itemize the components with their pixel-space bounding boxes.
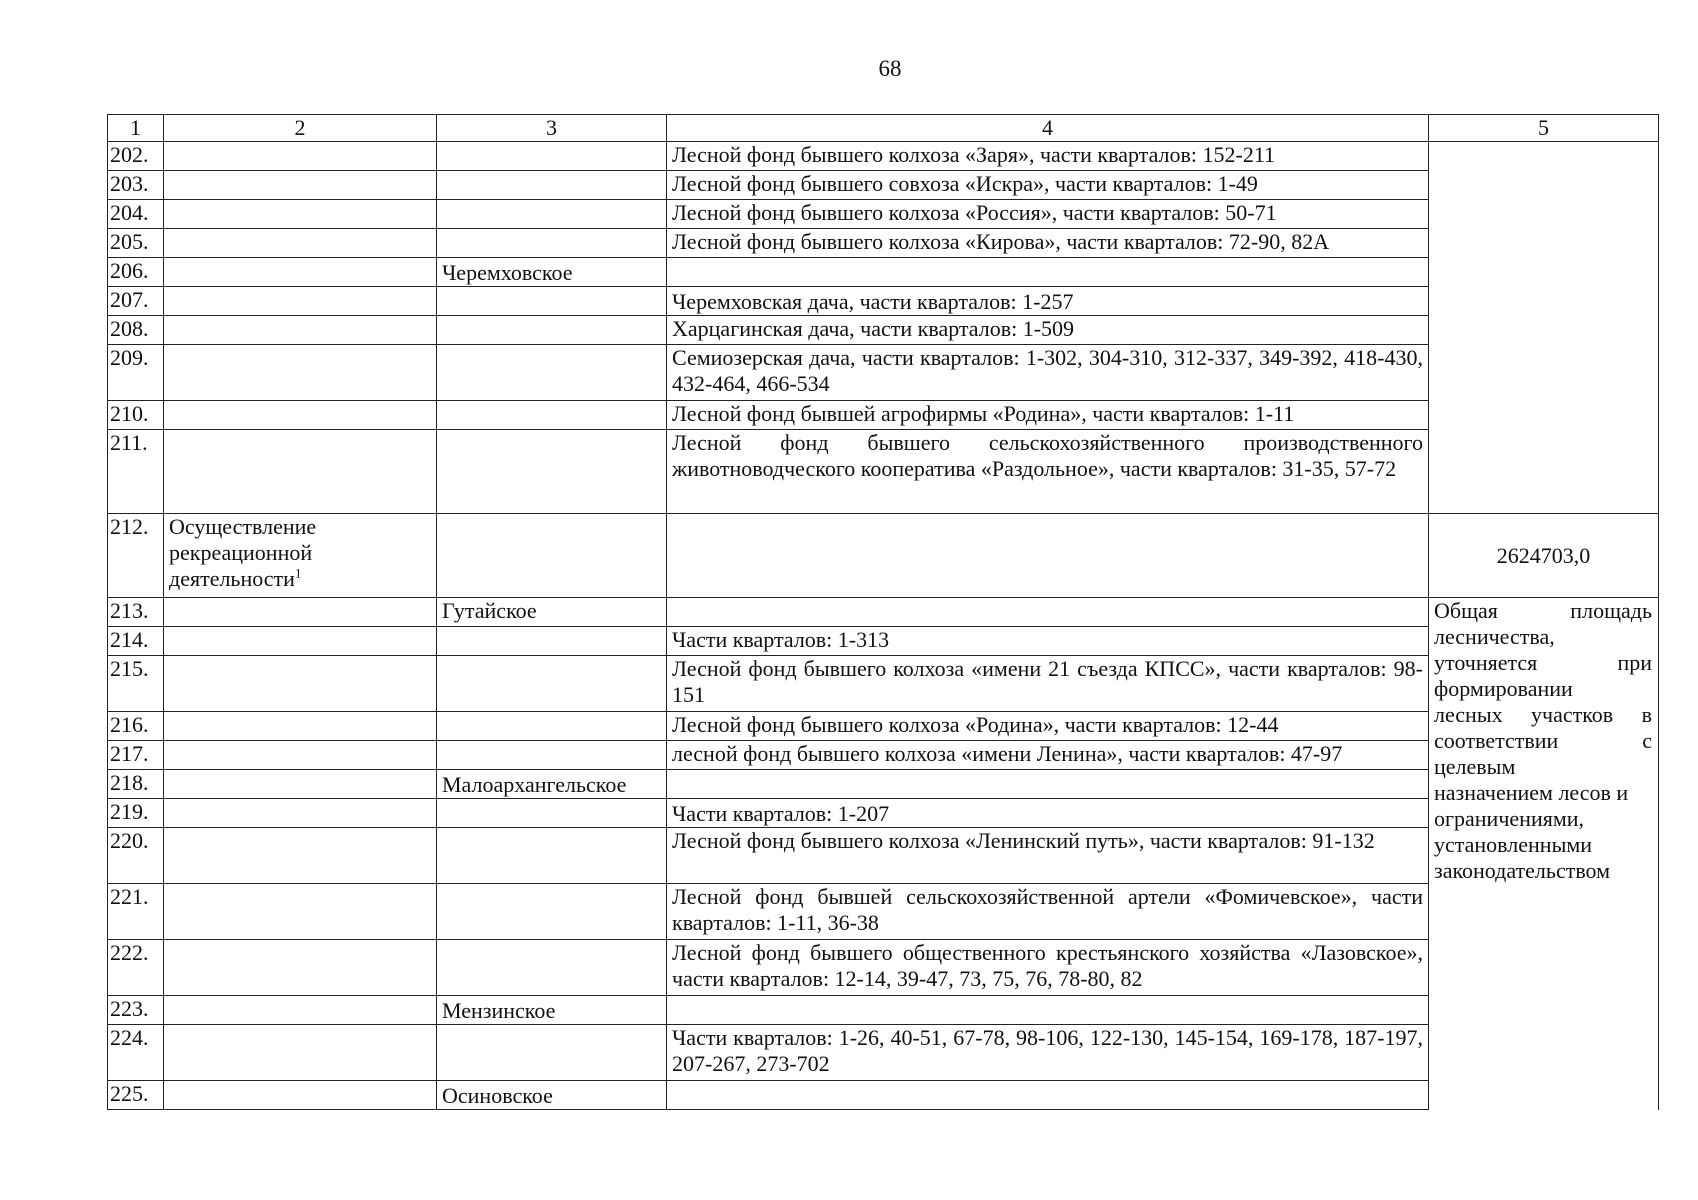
forestry-cell [437, 287, 667, 316]
row-number: 208. [108, 316, 164, 345]
forestry-cell: Осиновское [437, 1081, 667, 1110]
row-number: 215. [108, 656, 164, 712]
forestry-cell [437, 345, 667, 401]
area-cell [1429, 142, 1659, 514]
table-row [108, 996, 1659, 1025]
table-row [108, 514, 1659, 598]
location-cell [667, 598, 1429, 627]
forestry-cell [437, 316, 667, 345]
location-cell: Части кварталов: 1-26, 40-51, 67-78, 98-106, 122-130, 145-154, 169-178, 187-197, 207-267, 273-702 [667, 1025, 1429, 1081]
location-cell: Лесной фонд бывшего колхоза «Россия», части кварталов: 50-71 [667, 200, 1429, 229]
purpose-cell [164, 770, 437, 799]
area-note-cell [1429, 598, 1659, 1110]
area-note-line: Общая площадь [1434, 598, 1652, 623]
forestry-cell [437, 171, 667, 200]
header-cell: 2 [164, 115, 437, 142]
forestry-cell: Малоархангельское [437, 770, 667, 799]
purpose-cell [164, 1025, 437, 1081]
purpose-cell [164, 200, 437, 229]
area-note-line: установленными [1434, 832, 1593, 857]
location-cell: Лесной фонд бывшего колхоза «Кирова», части кварталов: 72-90, 82А [667, 229, 1429, 258]
table-row [108, 770, 1659, 799]
purpose-cell [164, 345, 437, 401]
forestry-cell: Гутайское [437, 598, 667, 627]
row-number: 203. [108, 171, 164, 200]
row-number: 217. [108, 741, 164, 770]
location-cell: Лесной фонд бывшего совхоза «Искра», части кварталов: 1-49 [667, 171, 1429, 200]
forestry-cell [437, 401, 667, 430]
forestry-cell [437, 627, 667, 656]
purpose-cell [164, 598, 437, 627]
forestry-cell [437, 799, 667, 828]
table-row [108, 627, 1659, 656]
forest-allocation-table [107, 114, 1659, 1110]
row-number: 216. [108, 712, 164, 741]
row-number: 222. [108, 940, 164, 996]
forestry-cell [437, 884, 667, 940]
table-row [108, 712, 1659, 741]
purpose-cell [164, 996, 437, 1025]
area-note-line: уточняется при [1434, 650, 1652, 675]
forestry-cell [437, 200, 667, 229]
header-cell: 1 [108, 115, 164, 142]
purpose-cell [164, 1081, 437, 1110]
forestry-cell [437, 940, 667, 996]
row-number: 207. [108, 287, 164, 316]
table-row [108, 741, 1659, 770]
purpose-cell [164, 401, 437, 430]
location-cell: Части кварталов: 1-313 [667, 627, 1429, 656]
row-number: 220. [108, 828, 164, 884]
location-cell: Лесной фонд бывшего колхоза «Ленинский путь», части кварталов: 91-132 [667, 828, 1429, 884]
location-cell: Харцагинская дача, части кварталов: 1-509 [667, 316, 1429, 345]
purpose-cell [164, 430, 437, 514]
header-cell: 3 [437, 115, 667, 142]
purpose-cell [164, 656, 437, 712]
table-row [108, 656, 1659, 712]
location-cell: Черемховская дача, части кварталов: 1-257 [667, 287, 1429, 316]
row-number: 205. [108, 229, 164, 258]
location-cell: лесной фонд бывшего колхоза «имени Ленина», части кварталов: 47-97 [667, 741, 1429, 770]
purpose-cell [164, 142, 437, 171]
location-cell: Лесной фонд бывшего сельскохозяйственного производственного животноводческого кооператива «Раздольное», части кварталов: 31-35, 57-72 [667, 430, 1429, 514]
purpose-cell [164, 287, 437, 316]
location-cell [667, 514, 1429, 598]
page-number: 68 [878, 56, 902, 81]
purpose-cell [164, 799, 437, 828]
table-row [108, 287, 1659, 316]
table-row [108, 171, 1659, 200]
row-number: 213. [108, 598, 164, 627]
row-number: 209. [108, 345, 164, 401]
location-cell: Семиозерская дача, части кварталов: 1-302, 304-310, 312-337, 349-392, 418-430, 432-464, 466-534 [667, 345, 1429, 401]
table-row [108, 142, 1659, 171]
table-row [108, 828, 1659, 884]
forestry-cell [437, 712, 667, 741]
forestry-cell [437, 514, 667, 598]
table-row [108, 598, 1659, 627]
purpose-cell [164, 229, 437, 258]
table-row [108, 1025, 1659, 1081]
table-row [108, 200, 1659, 229]
purpose-cell [164, 741, 437, 770]
row-number: 211. [108, 430, 164, 514]
area-note-line: лесных участков в [1434, 702, 1652, 727]
location-cell [667, 996, 1429, 1025]
row-number: 212. [108, 514, 164, 598]
forestry-cell [437, 142, 667, 171]
header-cell: 4 [667, 115, 1429, 142]
location-cell: Лесной фонд бывшей агрофирмы «Родина», части кварталов: 1-11 [667, 401, 1429, 430]
purpose-cell [164, 940, 437, 996]
row-number: 202. [108, 142, 164, 171]
table-row [108, 430, 1659, 514]
table-row [108, 316, 1659, 345]
forestry-cell: Черемховское [437, 258, 667, 287]
forestry-cell [437, 1025, 667, 1081]
table-row [108, 884, 1659, 940]
purpose-cell [164, 627, 437, 656]
location-cell: Части кварталов: 1-207 [667, 799, 1429, 828]
row-number: 221. [108, 884, 164, 940]
header-cell: 5 [1429, 115, 1659, 142]
table-row [108, 229, 1659, 258]
location-cell [667, 770, 1429, 799]
row-number: 204. [108, 200, 164, 229]
forestry-cell [437, 656, 667, 712]
row-number: 225. [108, 1081, 164, 1110]
row-number: 224. [108, 1025, 164, 1081]
purpose-cell [164, 258, 437, 287]
table-row [108, 799, 1659, 828]
forestry-cell [437, 828, 667, 884]
location-cell: Лесной фонд бывшего общественного крестьянского хозяйства «Лазовское», части кварталов: 12-14, 39-47, 73, 75, 76, 78-80, 82 [667, 940, 1429, 996]
area-note-line: законодательством [1434, 858, 1611, 883]
location-cell [667, 1081, 1429, 1110]
table-row [108, 258, 1659, 287]
row-number: 219. [108, 799, 164, 828]
table-row [108, 1081, 1659, 1110]
row-number: 218. [108, 770, 164, 799]
total-area-cell: 2624703,0 [1429, 514, 1659, 598]
location-cell: Лесной фонд бывшей сельскохозяйственной артели «Фомичевское», части кварталов: 1-11, 36-38 [667, 884, 1429, 940]
location-cell: Лесной фонд бывшего колхоза «Родина», части кварталов: 12-44 [667, 712, 1429, 741]
forestry-cell: Мензинское [437, 996, 667, 1025]
table-row [108, 345, 1659, 401]
purpose-cell [164, 884, 437, 940]
purpose-cell [164, 316, 437, 345]
purpose-cell [164, 171, 437, 200]
table-row [108, 940, 1659, 996]
table-header-row [108, 115, 1659, 142]
footnote-marker: 1 [294, 565, 302, 581]
purpose-text: Осуществление рекреационной деятельности [169, 514, 317, 591]
forestry-cell [437, 430, 667, 514]
row-number: 210. [108, 401, 164, 430]
area-note-line: назначением лесов и [1434, 780, 1629, 805]
area-note-line: целевым [1434, 754, 1516, 779]
purpose-cell [164, 712, 437, 741]
area-note-line: ограничениями, [1434, 806, 1585, 831]
location-cell: Лесной фонд бывшего колхоза «Заря», части кварталов: 152-211 [667, 142, 1429, 171]
forestry-cell [437, 741, 667, 770]
purpose-cell [164, 828, 437, 884]
area-note-line: лесничества, [1434, 624, 1555, 649]
purpose-cell [164, 514, 437, 598]
row-number: 223. [108, 996, 164, 1025]
area-note-line: формировании [1434, 676, 1573, 701]
row-number: 214. [108, 627, 164, 656]
location-cell: Лесной фонд бывшего колхоза «имени 21 съезда КПСС», части кварталов: 98-151 [667, 656, 1429, 712]
location-cell [667, 258, 1429, 287]
forestry-cell [437, 229, 667, 258]
area-note-line: соответствии с [1434, 728, 1652, 753]
table-row [108, 401, 1659, 430]
row-number: 206. [108, 258, 164, 287]
